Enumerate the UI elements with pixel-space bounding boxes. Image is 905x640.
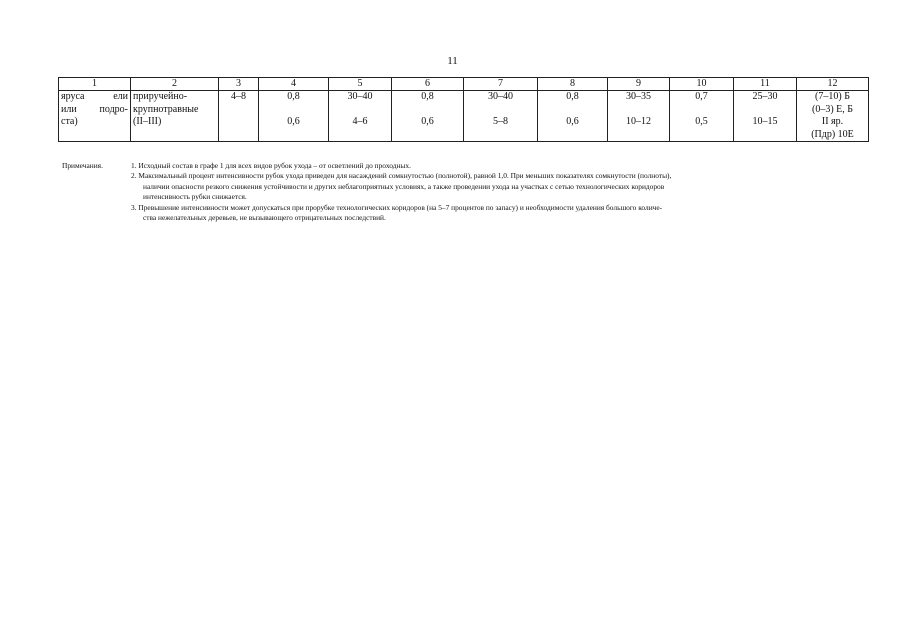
note-text: 1. Исходный состав в графе 1 для всех видов рубок ухода – от осветлений до проходных. xyxy=(131,161,411,170)
cell-value: 4–6 xyxy=(352,116,368,127)
cell-line: или подро- xyxy=(61,103,128,115)
cell-col11 xyxy=(734,91,797,142)
data-table xyxy=(58,77,869,142)
notes-list xyxy=(131,161,847,223)
cell-value: 0,6 xyxy=(566,116,579,127)
cell-value: 30–40 xyxy=(347,91,373,102)
cell-line: (II–III) xyxy=(133,116,162,127)
cell-target-composition xyxy=(797,91,869,142)
column-header: 11 xyxy=(734,78,797,91)
cell-line: (Пдр) 10Е xyxy=(811,128,854,140)
table-header-row xyxy=(59,78,869,91)
note-text: 3. Превышение интенсивности может допускаться при прорубке технологических коридоров (на 5–7 процентов по запасу) и необходимости удаления большого количе- xyxy=(131,202,663,212)
cell-value: 5–8 xyxy=(493,116,508,127)
cell-col9 xyxy=(608,91,670,142)
cell-value: 10–12 xyxy=(626,116,651,127)
column-header: 6 xyxy=(392,78,464,91)
cell-col6 xyxy=(392,91,464,142)
column-header: 12 xyxy=(797,78,869,91)
cell-value: 0,8 xyxy=(421,91,434,102)
note-item xyxy=(131,161,847,171)
cell-value: 0,6 xyxy=(421,116,434,127)
column-header: 2 xyxy=(131,78,219,91)
cell-value: 30–35 xyxy=(626,91,651,102)
cell-value: 0,8 xyxy=(566,91,579,102)
cell-line: приручейно- xyxy=(133,91,188,102)
cell-value: 10–15 xyxy=(752,116,778,127)
cell-value: 0,7 xyxy=(695,91,708,102)
column-header: 9 xyxy=(608,78,670,91)
table-row xyxy=(59,91,869,142)
cell-stand-composition xyxy=(59,91,131,142)
note-text: 2. Максимальный процент интенсивности рубок ухода приведен для насаждений сомкнутостью (полнотой), равной 1,0. При меньших показателях сомкнутости (полноты), xyxy=(131,171,672,181)
column-header: 10 xyxy=(670,78,734,91)
column-header: 4 xyxy=(259,78,329,91)
cell-line: (7–10) Б xyxy=(815,91,850,102)
note-continuation: наличии опасности резкого снижения устойчивости и других неблагоприятных условиях, а также проведении ухода на участках с сетью технологических коридоров xyxy=(143,181,665,191)
cell-value: 0,6 xyxy=(287,116,300,127)
column-header: 8 xyxy=(538,78,608,91)
page-number: 11 xyxy=(447,55,458,67)
note-item xyxy=(131,203,847,224)
cell-line: яруса ели xyxy=(61,91,128,102)
note-continuation: интенсивность рубки снижается. xyxy=(143,192,247,202)
cell-col7 xyxy=(464,91,538,142)
cell-line: ста) xyxy=(61,116,78,127)
cell-value: 0,5 xyxy=(695,116,708,127)
cell-col4 xyxy=(259,91,329,142)
cell-col8 xyxy=(538,91,608,142)
note-item xyxy=(131,171,847,202)
cell-col5 xyxy=(329,91,392,142)
column-header: 7 xyxy=(464,78,538,91)
note-continuation: ства нежелательных деревьев, не вызывающего отрицательных последствий. xyxy=(143,213,386,223)
cell-value: 0,8 xyxy=(287,91,300,102)
column-header: 3 xyxy=(219,78,259,91)
cell-col3: 4–8 xyxy=(219,91,259,142)
cell-value: 30–40 xyxy=(488,91,513,102)
cell-line: II яр. xyxy=(821,116,844,127)
column-header: 1 xyxy=(59,78,131,91)
cell-line: (0–3) Е, Б xyxy=(811,103,853,115)
notes-label: Примечания. xyxy=(62,161,103,170)
column-header: 5 xyxy=(329,78,392,91)
cell-line: крупнотравные xyxy=(133,103,199,115)
cell-value: 25–30 xyxy=(752,91,778,102)
cell-col10 xyxy=(670,91,734,142)
cell-forest-type xyxy=(131,91,219,142)
